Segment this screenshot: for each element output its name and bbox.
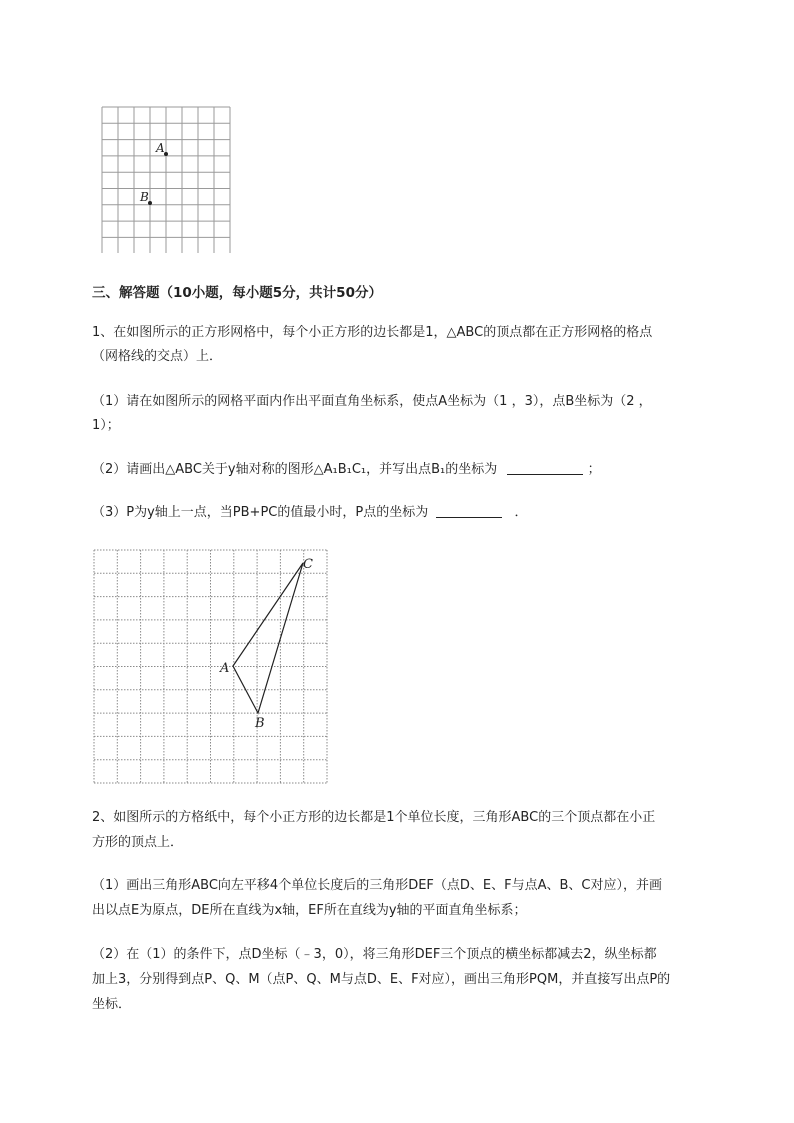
label-a: A — [156, 141, 165, 155]
q2-stem-line2: 方形的顶点上． — [92, 835, 184, 850]
q1-stem-line2: （网格线的交点）上． — [92, 349, 223, 364]
q1-part1-line2: 1）； — [92, 418, 120, 433]
grid-lines — [102, 107, 230, 253]
q1-part3-end: ． — [514, 505, 528, 520]
figure-2-grid — [92, 548, 330, 786]
q1-part2 — [92, 459, 752, 481]
q1-part3-text: （3）P为y轴上一点，当PB+PC的值最小时，P点的坐标为 — [92, 505, 429, 520]
q2-part2-line3: 坐标． — [92, 997, 132, 1012]
label-b: B — [140, 190, 149, 204]
label-b: B — [255, 716, 265, 731]
q2-part2-line2: 加上3，分别得到点P、Q、M（点P、Q、M与点D、E、F对应），画出三角形PQM，并直接写出点P的 — [92, 972, 671, 987]
q1-part2-end: ； — [587, 462, 601, 477]
q1-part3 — [92, 502, 752, 524]
q1-part1-line1: （1）请在如图所示的网格平面内作出平面直角坐标系，使点A坐标为（1 ，3），点B坐标为（2 ， — [92, 394, 652, 409]
figure-1-grid — [100, 105, 234, 253]
q2-part1-line2: 出以点E为原点，DE所在直线为x轴，EF所在直线为y轴的平面直角坐标系； — [92, 903, 527, 918]
label-c: C — [303, 557, 313, 572]
dotted-grid-lines — [94, 550, 327, 783]
q2-stem-line1: 2、如图所示的方格纸中，每个小正方形的边长都是1个单位长度，三角形ABC的三个顶点都在小正 — [92, 810, 656, 825]
label-a: A — [220, 661, 230, 676]
q2-part1-line1: （1）画出三角形ABC向左平移4个单位长度后的三角形DEF（点D、E、F与点A、B、C对应），并画 — [92, 878, 662, 893]
q1-stem-line1: 1、在如图所示的正方形网格中，每个小正方形的边长都是1，△ABC的顶点都在正方形网格的格点 — [92, 325, 653, 340]
answer-blank-1[interactable] — [507, 459, 583, 475]
section-heading: 三、解答题（10小题，每小题5分，共计50分） — [92, 285, 382, 301]
q2-part2-line1: （2）在（1）的条件下，点D坐标（﹣3，0），将三角形DEF三个顶点的横坐标都减去2，纵坐标都 — [92, 947, 657, 962]
triangle-abc — [233, 563, 303, 713]
q1-part2-text: （2）请画出△ABC关于y轴对称的图形△A₁B₁C₁，并写出点B₁的坐标为 — [92, 462, 498, 477]
answer-blank-2[interactable] — [436, 502, 502, 518]
